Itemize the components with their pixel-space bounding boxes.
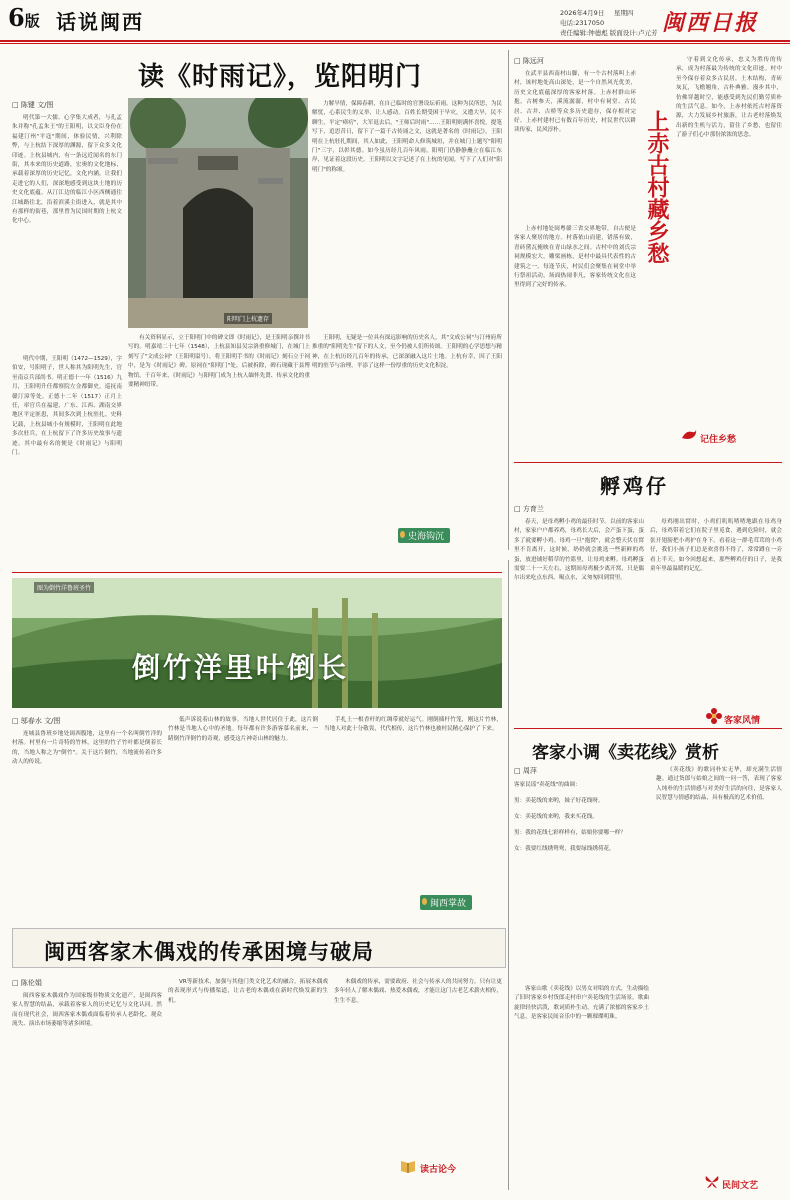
article1-col-bottom: 有关资料显示，立于阳明门中的碑文即《时雨记》，是王阳明亲撰并书写的。明嘉靖二十七年（1548），上杭县知县吴宗洛重修城门，在城门上刻写了"文成公祠"（王阳明谥号），将王阳明手书的《时雨记》刻石立于祠中，是为《时雨记》碑。原祠在"阳明门"处，后被拆除，碑石现藏于县博物馆。千百年来，《时雨记》与阳明门成为上杭人缅怀先贤、传承文化的重要精神纽带。 <box>128 335 310 389</box>
header-rule <box>0 40 790 42</box>
article4-col2: 低声诉说着山林的故事。当地人世代居住于此，这片倒竹林是当地人心中的圣地。每年都有许多游客慕名前来，一睹倒竹洋倒竹的奇观，感受这片神奇山林的魅力。 <box>168 717 318 742</box>
header-weekday: 星期四 <box>614 9 634 17</box>
article2-column-tag: 记住乡愁 <box>700 435 737 445</box>
lyric-line: 女：我要红线绣鸳鸯，我要绿线绣荷花。 <box>514 846 615 852</box>
header-phone: 电话:2317050 <box>560 19 605 27</box>
bird-icon <box>680 426 698 444</box>
divider-h-art3 <box>514 462 782 463</box>
article1-photo-caption: 阳明门上杭遗存 <box>224 313 272 324</box>
article4-col1: 连城县鲁班乡地处闽西腹地，这里有一个名叫倒竹洋的村落。村里有一片奇特的竹林，这里的竹子竹叶都是倒着长的，当地人称之为"倒竹"。关于这片倒竹，当地流传着许多动人的传说。 <box>12 731 162 766</box>
flower-icon <box>706 708 722 724</box>
article1-col1: 明代第一大儒、心学集大成者，与孔孟朱并称"孔孟朱王"的王阳明，以文臣身份在福建汀州"平寇"期间，体验民情，兴利除弊，与上杭结下深厚的渊源，留下众多文化印迹。上杭县城内，有一条远近闻名的东门街，其本来的历史道路，宏奥的文化地标，承载着深厚的历史记忆，文化内涵，让我们走进它的人们，深深地感受到这块土地的历史文化底蕴。从汀江边的临江小区西侧通往江城路往北，沿着滨溪主街进入，就是其中有那样的街巷，那里曾为民国时期的上杭文化中心。 <box>12 115 122 225</box>
article1-title: 读《时雨记》，览阳明门 <box>137 62 422 92</box>
page-number-unit: 版 <box>24 12 40 30</box>
article5-title: 闽西客家木偶戏的传承困境与破局 <box>44 939 374 964</box>
article5-col2: VR等新技术，加强与其他门类文化艺术的融合，拓展木偶戏的表现形式与传播渠道，让古老的木偶戏在新时代焕发新的生机。 <box>168 979 328 1004</box>
article1-col3: 力解旱情，保障春耕，在自己临时的官署设坛祈雨。这种为民所思，为民解忧，心系民生的义举，让人感动。百姓长期受困于旱灾，又遭大旱，民不聊生，平定"瘴疠"，大军退去后，"王师后时雨"……王阳明则满怀喜悦，提笔写下，追思昔日，留下了一篇千古传诵之文，这就是著名的《时雨记》。王阳明在上杭驻扎期间，其人如此，王阳明命人修筑城垣，并在城门上题写"阳明门"三字，以彰其德。如今虽历经几百年风雨，阳明门仍静静矗立在临江东岸，见证着这段历史。王阳明以文字记述了在上杭的见闻，写下了人们对"阳明门"的称颂。 <box>312 101 502 173</box>
article2-col3: 守着到文化传承，忠义为胜传的传承，成为村落最为传统的文化印迹。村中至今保存着众多古民居，土木结构，青砖灰瓦，飞檐翘角，古朴典雅。漫步其中，仿佛穿越时空，能感受到先民们勤劳质朴的生活气息。如今，上赤村依托古村落资源，大力发展乡村旅游，让古老村落焕发出新的生机与活力，留住了乡愁，也留住了游子们心中那份浓浓的思念。 <box>676 57 782 139</box>
divider-h-art4 <box>12 572 502 573</box>
article1-column-tag: 史海钩沉 <box>398 528 450 543</box>
lyric-line: 男：我的花线七彩样样有，姑娘你要哪一样？ <box>514 830 626 836</box>
article4-byline: □ 邬春水 文/图 <box>12 717 61 725</box>
divider-v-top <box>508 50 509 550</box>
article5-col1: 闽西客家木偶戏作为国家级非物质文化遗产，是闽西客家人智慧的结晶，承载着客家人的历史记忆与文化认同。然而在现代社会，闽西客家木偶戏面临着传承人老龄化、观众流失、演出市场萎缩等诸多困境。 <box>12 993 162 1028</box>
article4-photo-caption: 图为倒竹洋鲁班圣竹 <box>34 582 94 593</box>
article4-photo <box>12 578 502 708</box>
article3-column-tag: 客家风情 <box>724 716 761 726</box>
divider-h-art6 <box>514 728 782 729</box>
masthead-logo: 闽西日报 <box>662 10 759 36</box>
divider-v-bottom <box>508 560 509 1190</box>
lyric-line: 客家民谣"卖花线"的曲调： <box>514 782 581 788</box>
butterfly-icon <box>704 1174 720 1190</box>
article1-col-bottom2: 王阳明，无疑是一位具有深远影响的历史名人，其"文成公祠"与汀州府所推重的"阳明先生"留下的人文，至今仍被人们所传颂。王阳明的心学思想与精神，在上杭历经几百年的传承，已深深融入这片土地。上杭有幸，因了王阳明的驻节与治理，平添了这样一份厚重的历史文化积淀。 <box>312 335 502 370</box>
article5-col3: 木偶戏的传承，需要政府、社会与传承人的共同努力。只有让更多年轻人了解木偶戏、热爱木偶戏，才能让这门古老艺术薪火相传，生生不息。 <box>334 979 502 1004</box>
article1-photo <box>128 98 308 328</box>
lyric-line: 女：卖花线的来哟，我来买花线。 <box>514 814 598 820</box>
article2-col2: 上赤村地处闽粤赣三省交界地带，自古便是客家人聚居的地方。村落依山而建，错落有致，青砖黛瓦掩映在青山绿水之间。古村中的刘氏宗祠规模宏大，雕梁画栋，是村中最具代表性的古建筑之一。每逢节庆，村民们会聚集在祠堂中举行祭祖活动，场面热闹非凡，客家传统文化在这里得到了完好的传承。 <box>514 226 636 289</box>
gate-photo-illustration <box>128 98 308 328</box>
article3-title: 孵鸡仔 <box>600 474 669 498</box>
header-date: 2026年4月9日 <box>560 9 605 17</box>
article6-byline: □ 周萍 <box>514 767 537 775</box>
article6-col2: 《卖花线》的歌词朴实无华，却充满生活情趣。通过货郎与姑娘之间的一问一答，表现了客家人纯朴的生活情感与对美好生活的向往，是客家人民智慧与情感的结晶，具有极高的艺术价值。 <box>656 767 782 802</box>
article2-title <box>642 110 670 264</box>
page-number-digit: 6 <box>8 3 25 32</box>
article4-column-tag: 闽西掌故 <box>420 895 472 910</box>
article6-lyrics <box>514 780 649 980</box>
book-icon <box>400 1158 416 1174</box>
article6-column-tag: 民间文艺 <box>722 1181 759 1191</box>
article1-col2: 明代中期，王阳明（1472—1529），字伯安，号阳明子，世人称其为阳明先生，官至南京兵部尚书。明正德十一年（1516）九月，王阳明升任都察院左佥都御史，巡抚南赣汀漳等处。正德十二年（1517）正月上任，率官兵在福建、广东、江西、湖南交界地区平定匪患，其间多次到上杭驻扎。史料记载，上杭县城小有规模时，王阳明在此地多次驻兵，在上杭留下了许多历史故事与遗迹，其中最有名的便是《时雨记》与阳明门。 <box>12 356 122 457</box>
article3-byline: □ 方育兰 <box>514 505 544 513</box>
lyric-line: 男：卖花线的来哟，妹子好花线呀。 <box>514 798 604 804</box>
section-title: 话说闽西 <box>56 10 144 34</box>
article3-col1: 春天，是母鸡孵小鸡的最佳时节。以前的客家山村，家家户户都养鸡，母鸡长大后，会产蛋下蛋，蛋多了就要孵小鸡。母鸡一旦"抱窝"，就会整天伏在窝里不肯离开，这时候，奶奶就会挑选一些新鲜的鸡蛋，放进铺好稻草的竹篮里，让母鸡来孵。母鸡孵蛋需要二十一天左右，这期间母鸡极少离开窝，只是偶尔出来吃点东西、喝点水，又匆匆回到窝里。 <box>514 519 644 582</box>
header-rule-thin <box>0 43 790 44</box>
article2-title-text: 上赤古村藏乡愁 <box>644 110 670 264</box>
article5-byline: □ 陈伦娟 <box>12 979 42 987</box>
article4-title: 倒竹洋里叶倒长 <box>132 651 350 684</box>
bamboo-photo-illustration <box>12 578 502 708</box>
page-number <box>8 4 40 35</box>
article6-col1: 客家山歌《卖花线》以男女对唱的方式，生动描绘了旧时客家乡村货郎走村串户卖花线的生活场景。歌曲旋律轻快活泼，歌词质朴生动，充满了浓郁的客家乡土气息，是客家民间音乐中的一颗璀璨明珠。 <box>514 986 649 1021</box>
article2-col1: 在武平县西南村山脚，有一个古村落叫上赤村，该村地处高山深处，是一个自然风光优美，历史文化底蕴深厚的客家村落。上赤村群山环抱，古树参天，溪流潺潺，村中有祠堂、古民居、古井、古桥等众多历史遗存，保存相对完好。上赤村建村已有数百年历史，村民世代以耕读传家，民风淳朴。 <box>514 71 636 134</box>
article3-col2: 母鸡刚出窝时，小鸡们叽叽喳喳地跟在母鸡身后，母鸡带着它们在院子里觅食，遇到危险时，就会张开翅膀把小鸡护在身下。看着这一群毛茸茸的小鸡仔，我们小孩子们总是欢喜得不得了，常常蹲在一旁看上半天。如今回想起来，那些孵鸡仔的日子，是我童年里最温暖的记忆。 <box>650 519 782 573</box>
article5-column-tag: 读古论今 <box>420 1165 457 1175</box>
article6-title: 客家小调《卖花线》赏析 <box>532 743 719 763</box>
article1-byline: □ 陈键 文/图 <box>12 101 54 109</box>
page-header <box>0 0 790 42</box>
article2-byline: □ 陈远河 <box>514 57 544 65</box>
header-editors: 责任编辑:钟德彪 版面设计:卢元芳 <box>560 29 658 37</box>
article4-col3: 手扎上一根香杆的红绸带就好运气。刚倒插杆竹笼，刚这片竹林，当地人对此十分敬畏，代代相传，这片竹林也被村民精心保护了下来。 <box>324 717 502 733</box>
